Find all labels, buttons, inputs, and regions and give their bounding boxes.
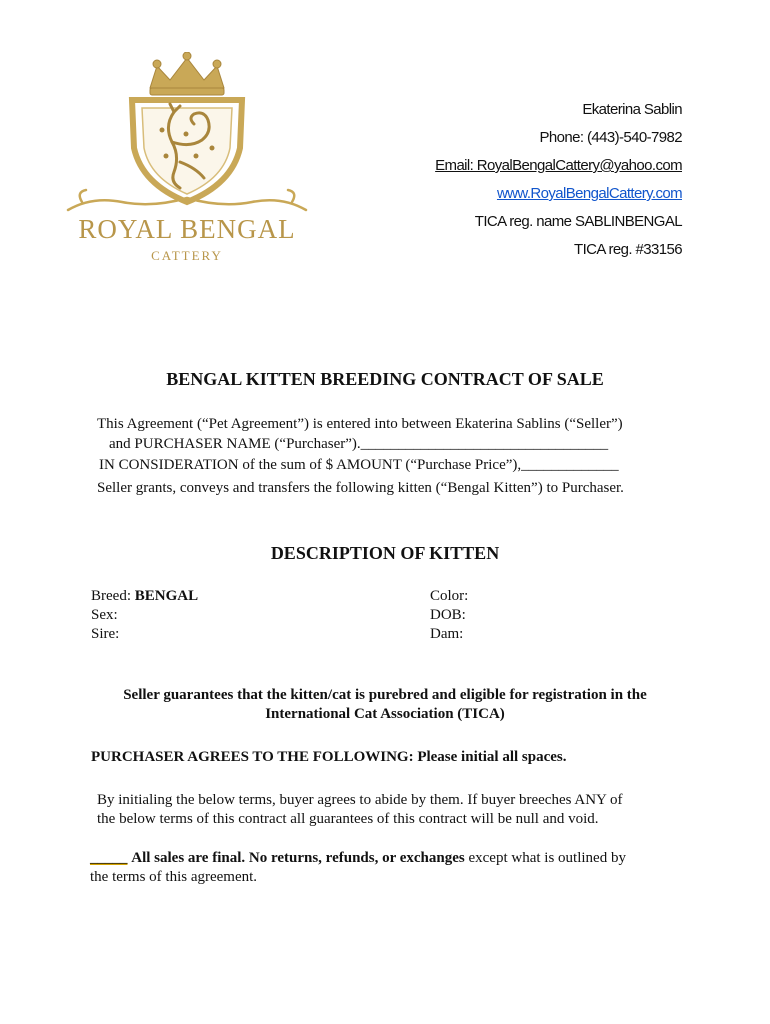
seller-name: Ekaterina Sablin: [582, 101, 682, 118]
seller-email: Email: RoyalBengalCattery@yahoo.com: [435, 157, 682, 174]
sales-final-rest: except what is outlined by: [468, 850, 626, 866]
kitten-details-right: [430, 587, 468, 644]
guarantee-line: Seller guarantees that the kitten/cat is purebred and eligible for registration in the: [123, 687, 647, 703]
logo-title: ROYAL BENGAL: [78, 214, 296, 244]
contact-block: [435, 96, 682, 264]
intro-line: This Agreement (“Pet Agreement”) is entered into between Ekaterina Sablins (“Seller”): [97, 416, 623, 432]
intro-line: Seller grants, conveys and transfers the following kitten (“Bengal Kitten”) to Purchaser.: [97, 480, 624, 496]
breed-value: BENGAL: [134, 588, 199, 604]
intro-line: and PURCHASER NAME (“Purchaser”)._________________________________: [109, 436, 609, 452]
crowned-shield-cat-crest-icon: [62, 52, 312, 212]
breed-row: [91, 587, 198, 606]
website-link[interactable]: www.RoyalBengalCattery.com: [496, 185, 682, 202]
sales-final-bold: All sales are final. No returns, refunds, or exchanges: [131, 850, 465, 866]
dob-label: DOB:: [430, 607, 466, 623]
logo-subtitle: CATTERY: [151, 248, 223, 263]
sire-label: Sire:: [91, 626, 120, 642]
initial-blank[interactable]: _____: [90, 850, 128, 866]
sex-label: Sex:: [91, 607, 118, 623]
color-label: Color:: [430, 588, 469, 604]
tica-reg-name: TICA reg. name SABLINBENGAL: [474, 213, 682, 230]
contract-title: BENGAL KITTEN BREEDING CONTRACT OF SALE: [166, 369, 604, 389]
royal-bengal-logo: [62, 52, 312, 267]
dam-label: Dam:: [430, 626, 464, 642]
kitten-details-left: [91, 587, 198, 644]
sales-final-line2: the terms of this agreement.: [90, 869, 258, 885]
intro-line: IN CONSIDERATION of the sum of $ AMOUNT (“Purchase Price”),_____________: [99, 457, 619, 473]
description-heading: DESCRIPTION OF KITTEN: [270, 543, 500, 563]
terms-line: By initialing the below terms, buyer agrees to abide by them. If buyer breeches ANY of: [97, 792, 623, 808]
seller-phone: Phone: (443)-540-7982: [539, 129, 682, 146]
breed-label: Breed:: [91, 588, 131, 604]
guarantee-line: International Cat Association (TICA): [265, 706, 505, 722]
tica-reg-number: TICA reg. #33156: [574, 241, 682, 258]
terms-line: the below terms of this contract all guarantees of this contract will be null and void.: [97, 811, 599, 827]
registration-guarantee: [0, 686, 770, 724]
sales-final-clause: [90, 848, 626, 868]
purchaser-agrees-heading: PURCHASER AGREES TO THE FOLLOWING: Please initial all spaces.: [91, 749, 567, 765]
